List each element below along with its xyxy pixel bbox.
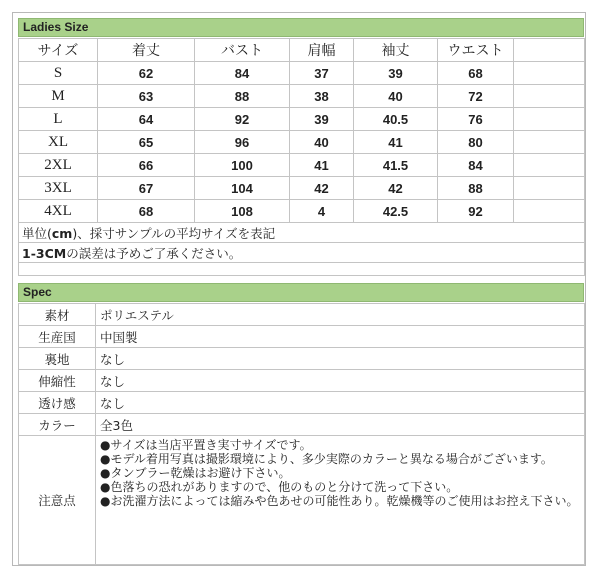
length-value: 65: [98, 131, 195, 154]
waist-value: 68: [438, 62, 514, 85]
notes-label: 注意点: [19, 436, 96, 565]
header-shoulder: 肩幅: [290, 39, 354, 62]
spec-label: カラー: [19, 414, 96, 436]
spec-row-origin: [19, 326, 585, 348]
length-value: 66: [98, 154, 195, 177]
sleeve-value: 42: [354, 177, 438, 200]
note-item: ●サイズは当店平置き実寸サイズです。: [100, 438, 312, 452]
spec-label: 素材: [19, 304, 96, 326]
length-value: 64: [98, 108, 195, 131]
empty-cell: [514, 39, 585, 62]
spec-row-lining: [19, 348, 585, 370]
sleeve-value: 42.5: [354, 200, 438, 223]
empty-cell: [514, 85, 585, 108]
bust-value: 96: [195, 131, 290, 154]
bust-value: 88: [195, 85, 290, 108]
tolerance-note-bold: 1-3CM: [22, 245, 67, 261]
size-row-l: [19, 108, 585, 131]
shoulder-value: 40: [290, 131, 354, 154]
bust-value: 104: [195, 177, 290, 200]
spec-value: なし: [96, 392, 585, 414]
header-length: 着丈: [98, 39, 195, 62]
spec-row-material: [19, 304, 585, 326]
bust-value: 84: [195, 62, 290, 85]
size-row-4xl: [19, 200, 585, 223]
size-name: XL: [19, 131, 98, 154]
spec-value: なし: [96, 348, 585, 370]
header-size: サイズ: [19, 39, 98, 62]
header-bust: バスト: [195, 39, 290, 62]
spec-table: [18, 303, 585, 565]
spec-row-sheer: [19, 392, 585, 414]
empty-cell: [514, 200, 585, 223]
size-table-header-row: [19, 39, 585, 62]
sleeve-value: 39: [354, 62, 438, 85]
size-row-s: [19, 62, 585, 85]
spec-label: 裏地: [19, 348, 96, 370]
waist-value: 88: [438, 177, 514, 200]
spec-row-color: [19, 414, 585, 436]
empty-cell: [514, 177, 585, 200]
empty-cell: [514, 154, 585, 177]
length-value: 68: [98, 200, 195, 223]
spec-label: 生産国: [19, 326, 96, 348]
length-value: 62: [98, 62, 195, 85]
note-item: ●色落ちの恐れがありますので、他のものと分けて洗って下さい。: [100, 480, 459, 494]
spacer-cell: [19, 263, 585, 276]
unit-note-row: [19, 223, 585, 243]
shoulder-value: 41: [290, 154, 354, 177]
tolerance-note-rest: の誤差は予めご了承ください。: [66, 245, 242, 261]
sleeve-value: 40.5: [354, 108, 438, 131]
header-waist: ウエスト: [438, 39, 514, 62]
shoulder-value: 4: [290, 200, 354, 223]
waist-value: 80: [438, 131, 514, 154]
spec-label: 透け感: [19, 392, 96, 414]
spacer-row: [19, 263, 585, 276]
length-value: 67: [98, 177, 195, 200]
size-name: S: [19, 62, 98, 85]
length-value: 63: [98, 85, 195, 108]
spec-value: ポリエステル: [96, 304, 585, 326]
size-name: L: [19, 108, 98, 131]
size-row-2xl: [19, 154, 585, 177]
waist-value: 72: [438, 85, 514, 108]
ladies-size-header: Ladies Size: [18, 18, 584, 37]
sleeve-value: 41.5: [354, 154, 438, 177]
product-info-frame: [12, 12, 586, 566]
bust-value: 108: [195, 200, 290, 223]
tolerance-note: [19, 243, 585, 263]
waist-value: 76: [438, 108, 514, 131]
unit-note-prefix: 単位(: [22, 225, 52, 241]
size-name: M: [19, 85, 98, 108]
empty-cell: [514, 108, 585, 131]
waist-value: 84: [438, 154, 514, 177]
note-item: ●タンブラー乾燥はお避け下さい。: [100, 466, 291, 480]
spec-value: 全3色: [96, 414, 585, 436]
spec-label: 伸縮性: [19, 370, 96, 392]
unit-note-suffix: )、採寸サンプルの平均サイズを表記: [72, 225, 276, 241]
size-name: 4XL: [19, 200, 98, 223]
shoulder-value: 39: [290, 108, 354, 131]
size-row-3xl: [19, 177, 585, 200]
empty-cell: [514, 62, 585, 85]
size-table: [18, 38, 585, 276]
unit-note-unit: cm: [51, 225, 73, 241]
size-row-m: [19, 85, 585, 108]
note-item: ●モデル着用写真は撮影環境により、多少実際のカラーと異なる場合がございます。: [100, 452, 553, 466]
size-row-xl: [19, 131, 585, 154]
waist-value: 92: [438, 200, 514, 223]
bust-value: 92: [195, 108, 290, 131]
sleeve-value: 40: [354, 85, 438, 108]
spec-row-stretch: [19, 370, 585, 392]
spec-value: なし: [96, 370, 585, 392]
empty-cell: [514, 131, 585, 154]
shoulder-value: 38: [290, 85, 354, 108]
spec-row-notes: [19, 436, 585, 565]
header-sleeve: 袖丈: [354, 39, 438, 62]
spec-header: Spec: [18, 283, 584, 302]
sleeve-value: 41: [354, 131, 438, 154]
note-item: ●お洗濯方法によっては縮みや色あせの可能性あり。乾燥機等のご使用はお控え下さい。: [100, 494, 579, 508]
size-name: 2XL: [19, 154, 98, 177]
tolerance-note-row: [19, 243, 585, 263]
bust-value: 100: [195, 154, 290, 177]
spec-value: 中国製: [96, 326, 585, 348]
notes-cell: [96, 436, 585, 565]
unit-note: [19, 223, 585, 243]
shoulder-value: 37: [290, 62, 354, 85]
size-name: 3XL: [19, 177, 98, 200]
shoulder-value: 42: [290, 177, 354, 200]
